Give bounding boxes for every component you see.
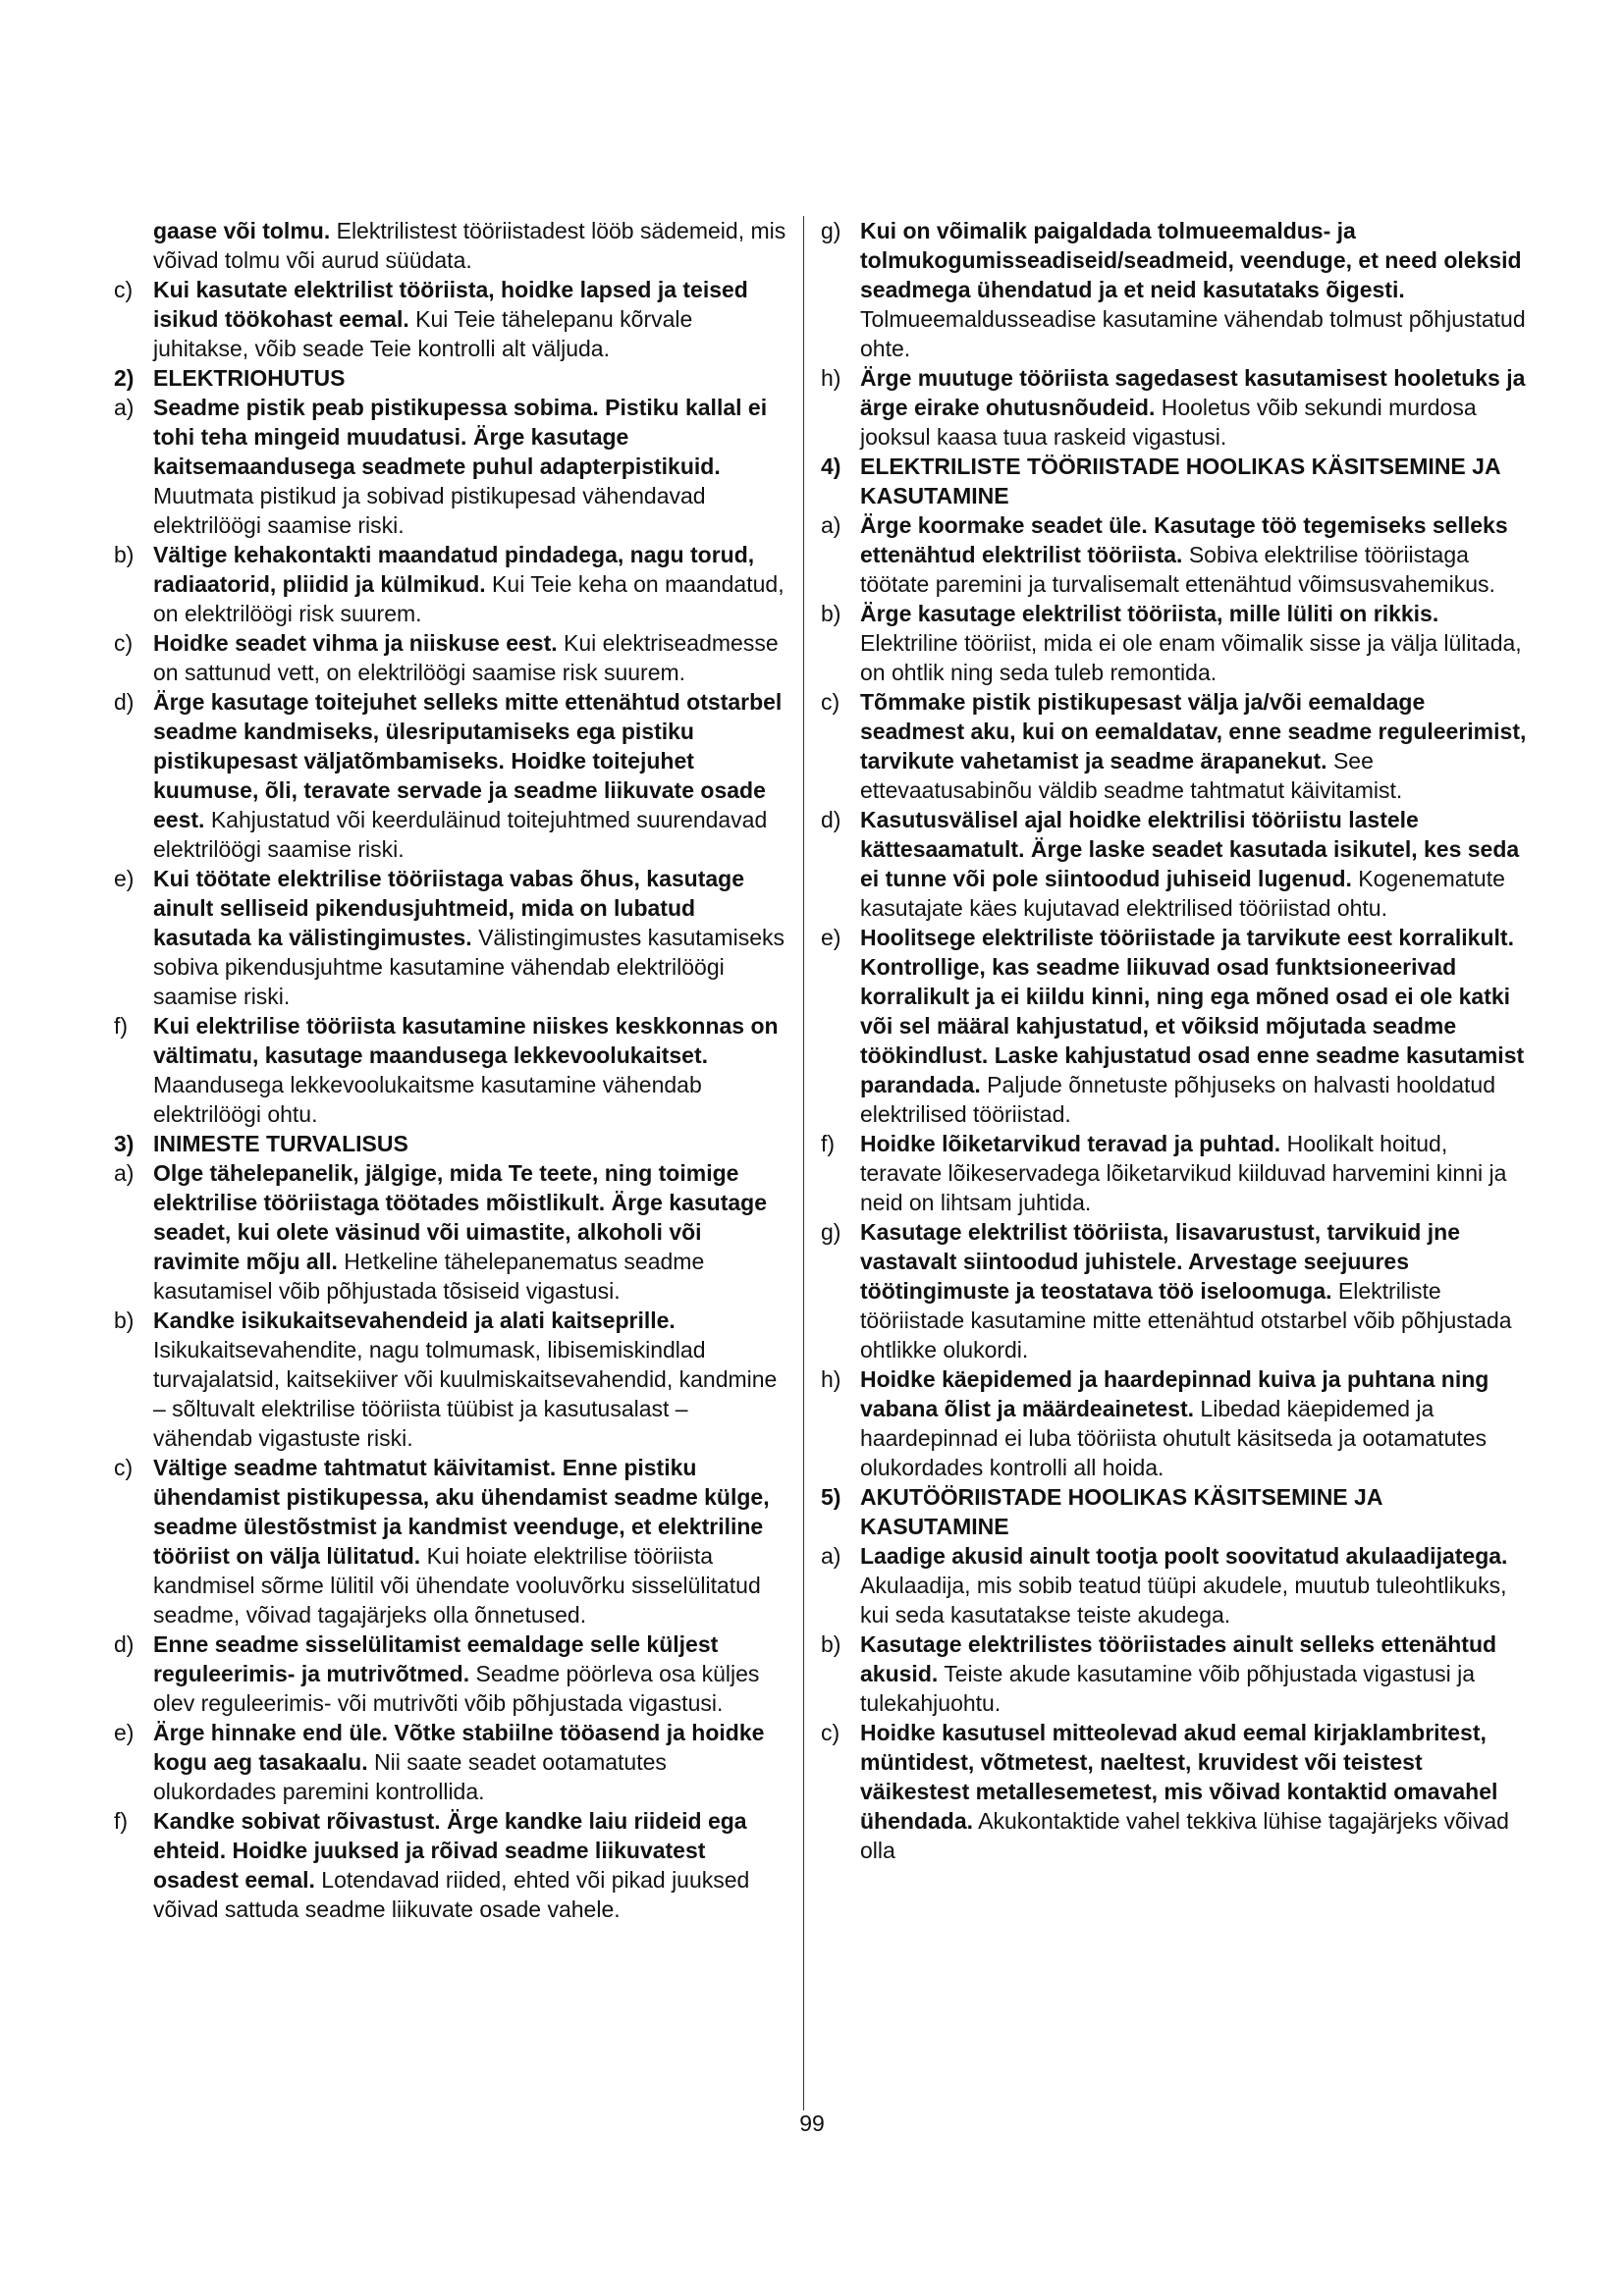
item-text: Maandusega lekkevoolukaitsme kasutamine vähendab elektrilöögi ohtu. xyxy=(153,1072,702,1127)
item-label: f) xyxy=(821,1131,836,1156)
section-title: AKUTÖÖRIISTADE HOOLIKAS KÄSITSEMINE JA KASUTAMINE xyxy=(860,1484,1382,1539)
item-text: Kui Teie keha on maandatud, on elektrilöögi risk suurem. xyxy=(153,571,785,626)
section-title: ELEKTRIOHUTUS xyxy=(153,365,346,391)
item-text: Libedad käepidemed ja haardepinnad ei luba tööriista ohutult käsitseda ja ootamatutes olukordades kontrolli all hoida. xyxy=(860,1396,1488,1480)
text-item xyxy=(114,1453,787,1629)
item-text: See ettevaatusabinõu väldib seadme tahtmatut käivitamist. xyxy=(860,748,1403,803)
right-column xyxy=(821,216,1534,1865)
left-column xyxy=(114,216,787,1924)
item-bold: Enne seadme sisselülitamist eemaldage selle küljest reguleerimis- ja mutrivõtmed. xyxy=(153,1631,719,1686)
item-bold: Ärge kasutage toitejuhet selleks mitte ettenähtud otstarbel seadme kandmiseks, ülesriputamiseks ega pistiku pistikupesast väljatõmbamiseks. Hoidke toitejuhet kuumuse, õli, teravate servade ja seadme liikuvate osade eest. xyxy=(153,689,783,832)
item-label: g) xyxy=(821,1219,841,1245)
item-text: Hetkeline tähelepanematus seadme kasutamisel võib põhjustada tõsiseid vigastusi. xyxy=(153,1249,705,1304)
item-label: c) xyxy=(114,277,134,302)
item-text: Kahjustatud või keerduläinud toitejuhtmed suurendavad elektrilöögi saamise riski. xyxy=(153,807,768,862)
item-label: e) xyxy=(114,866,135,891)
item-bold: Hoidke käepidemed ja haardepinnad kuiva ja puhtana ning vabana õlist ja määrdeainetest. xyxy=(860,1366,1489,1421)
text-item xyxy=(821,923,1534,1129)
item-text: Sobiva elektrilise tööriistaga töötate paremini ja turvalisemalt ettenähtud võimsusvahemikus. xyxy=(860,542,1495,597)
text-item xyxy=(114,864,787,1011)
text-item xyxy=(114,1011,787,1129)
section-number: 2) xyxy=(114,365,135,391)
section-title: INIMESTE TURVALISUS xyxy=(153,1131,408,1156)
item-bold: Ärge muutuge tööriista sagedasest kasutamisest hooletuks ja ärge eirake ohutusnõudeid. xyxy=(860,365,1526,420)
text-item xyxy=(821,216,1534,363)
section-number: 5) xyxy=(821,1484,841,1510)
item-label: d) xyxy=(821,807,841,832)
text-item xyxy=(114,393,787,540)
item-label: a) xyxy=(821,512,841,538)
text-item xyxy=(114,1806,787,1924)
text-item xyxy=(821,363,1534,452)
item-label: f) xyxy=(114,1808,129,1834)
item-bold: Kui on võimalik paigaldada tolmueemaldus- ja tolmukogumisseadiseid/seadmeid, veenduge, et need oleksid seadmega ühendatud ja et neid kasutataks õigesti. xyxy=(860,218,1522,302)
item-bold: Tõmmake pistik pistikupesast välja ja/või eemaldage seadmest aku, kui on eemaldatav, enne seadme reguleerimist, tarvikute vahetamist ja seadme ärapanekut. xyxy=(860,689,1527,774)
text-item xyxy=(114,1718,787,1806)
item-bold: Hoidke seadet vihma ja niiskuse eest. xyxy=(153,630,558,656)
item-bold: Laadige akusid ainult tootja poolt soovitatud akulaadijatega. xyxy=(860,1543,1508,1569)
item-text: Tolmueemaldusseadise kasutamine vähendab tolmust põhjustatud ohte. xyxy=(860,306,1526,361)
item-label: g) xyxy=(821,218,841,243)
section-number: 4) xyxy=(821,454,841,479)
item-bold: Kasutusvälisel ajal hoidke elektrilisi tööriistu lastele kättesaamatult. Ärge laske seadet kasutada isikutel, kes seda ei tunne või pole siintoodud juhiseid lugenud. xyxy=(860,807,1520,891)
item-label: a) xyxy=(821,1543,841,1569)
text-item xyxy=(821,805,1534,923)
item-text: Akukontaktide vahel tekkiva lühise tagajärjeks võivad olla xyxy=(860,1808,1509,1863)
text-item xyxy=(114,275,787,363)
item-label: c) xyxy=(114,630,134,656)
item-bold: Kasutage elektrilist tööriista, lisavarustust, tarvikuid jne vastavalt siintoodud juhistele. Arvestage seejuures töötingimuste ja teostatava töö iseloomuga. xyxy=(860,1219,1460,1304)
item-bold: Ärge hinnake end üle. Võtke stabiilne tööasend ja hoidke kogu aeg tasakaalu. xyxy=(153,1720,765,1775)
item-text: Lotendavad riided, ehted või pikad juuksed võivad sattuda seadme liikuvate osade vahele. xyxy=(153,1867,750,1922)
text-item xyxy=(114,1306,787,1453)
item-label: b) xyxy=(114,542,135,567)
text-item xyxy=(821,1364,1534,1482)
text-item xyxy=(821,1129,1534,1217)
item-bold: Vältige kehakontakti maandatud pindadega, nagu torud, radiaatorid, pliidid ja külmikud. xyxy=(153,542,755,597)
item-text: Seadme pöörleva osa küljes olev reguleerimis- või mutrivõti võib põhjustada vigastusi. xyxy=(153,1661,760,1716)
item-bold: gaase või tolmu. xyxy=(153,218,331,243)
text-item xyxy=(114,216,787,275)
item-text: Akulaadija, mis sobib teatud tüüpi akudele, muutub tuleohtlikuks, kui seda kasutatakse teiste akudega. xyxy=(860,1573,1507,1628)
item-label: e) xyxy=(114,1720,135,1745)
text-item xyxy=(821,1217,1534,1364)
item-label: c) xyxy=(114,1455,134,1480)
item-label: b) xyxy=(821,1631,841,1657)
item-bold: Kandke sobivat rõivastust. Ärge kandke laiu riideid ega ehteid. Hoidke juuksed ja rõivad seadme liikuvatest osadest eemal. xyxy=(153,1808,747,1893)
text-item xyxy=(114,540,787,628)
item-bold: Hoidke lõiketarvikud teravad ja puhtad. xyxy=(860,1131,1281,1156)
item-label: f) xyxy=(114,1013,129,1039)
item-text: Teiste akude kasutamine võib põhjustada vigastusi ja tulekahjuohtu. xyxy=(860,1661,1476,1716)
item-text: Nii saate seadet ootamatutes olukordades paremini kontrollida. xyxy=(153,1749,667,1804)
text-item xyxy=(114,687,787,864)
item-label: a) xyxy=(114,1160,135,1186)
item-text: Elektriline tööriist, mida ei ole enam võimalik sisse ja välja lülitada, on ohtlik ning seda tuleb remontida. xyxy=(860,630,1522,685)
item-label: c) xyxy=(821,689,840,715)
item-text: Kui hoiate elektrilise tööriista kandmisel sõrme lülitil või ühendate vooluvõrku sisselülitatud seadme, võivad tagajärjeks olla õnnetused. xyxy=(153,1543,761,1628)
item-bold: Ärge kasutage elektrilist tööriista, mille lüliti on rikkis. xyxy=(860,601,1439,626)
text-item xyxy=(821,687,1534,805)
item-bold: Kui kasutate elektrilist tööriista, hoidke lapsed ja teised isikud töökohast eemal. xyxy=(153,277,748,332)
item-text: Hooletus võib sekundi murdosa jooksul kaasa tuua raskeid vigastusi. xyxy=(860,395,1477,450)
text-item xyxy=(821,1718,1534,1865)
page-number: 99 xyxy=(799,2110,825,2136)
section-title: ELEKTRILISTE TÖÖRIISTADE HOOLIKAS KÄSITSEMINE JA KASUTAMINE xyxy=(860,454,1500,508)
text-item xyxy=(821,1541,1534,1629)
item-bold: Kandke isikukaitsevahendeid ja alati kaitseprille. xyxy=(153,1308,676,1333)
item-label: c) xyxy=(821,1720,840,1745)
item-text: Elektriliste tööriistade kasutamine mitte ettenähtud otstarbel võib põhjustada ohtlikke olukordi. xyxy=(860,1278,1512,1362)
item-label: b) xyxy=(821,601,841,626)
section-heading xyxy=(114,363,787,393)
item-label: a) xyxy=(114,395,135,420)
item-label: e) xyxy=(821,925,841,950)
text-item xyxy=(114,1629,787,1718)
text-item xyxy=(821,510,1534,599)
text-item xyxy=(114,628,787,687)
item-label: h) xyxy=(821,365,841,391)
section-heading xyxy=(114,1129,787,1158)
item-text: Isikukaitsevahendite, nagu tolmumask, libisemiskindlad turvajalatsid, kaitsekiiver või kuulmiskaitsevahendid, kandmine – sõltuvalt elektrilise tööriista tüübist ja kasutusalast – vähendab vigastuste riski. xyxy=(153,1337,778,1451)
item-text: Kogenematute kasutajate käes kujutavad elektrilised tööriistad ohtu. xyxy=(860,866,1505,921)
item-text: Elektrilistest tööriistadest lööb sädemeid, mis võivad tolmu või aurud süüdata. xyxy=(153,218,786,273)
text-item xyxy=(821,599,1534,687)
item-bold: Hoolitsege elektriliste tööriistade ja tarvikute eest korralikult. Kontrollige, kas seadme liikuvad osad funktsioneerivad korralikult ja ei kiildu kinni, ning ega mõned osad ei ole katki või sel määral kahjustatud, et võiksid mõjutada seadme töökindlust. Laske kahjustatud osad enne seadme kasutamist parandada. xyxy=(860,925,1525,1097)
item-label: d) xyxy=(114,1631,135,1657)
item-text: Hoolikalt hoitud, teravate lõikeservadega lõiketarvikud kiilduvad harvemini kinni ja neid on lihtsam juhtida. xyxy=(860,1131,1507,1215)
column-divider xyxy=(803,216,804,2110)
item-label: b) xyxy=(114,1308,135,1333)
item-bold: Olge tähelepanelik, jälgige, mida Te teete, ning toimige elektrilise tööriistaga töötades mõistlikult. Ärge kasutage seadet, kui olete väsinud või uimastite, alkoholi või ravimite mõju all. xyxy=(153,1160,768,1274)
item-bold: Ärge koormake seadet üle. Kasutage töö tegemiseks selleks ettenähtud elektrilist tööriista. xyxy=(860,512,1508,567)
item-text: Paljude õnnetuste põhjuseks on halvasti hooldatud elektrilised tööriistad. xyxy=(860,1072,1495,1127)
section-number: 3) xyxy=(114,1131,135,1156)
item-bold: Kui töötate elektrilise tööriistaga vabas õhus, kasutage ainult selliseid pikendusjuhtmeid, mida on lubatud kasutada ka välistingimustes. xyxy=(153,866,745,950)
text-item xyxy=(821,1629,1534,1718)
item-bold: Hoidke kasutusel mitteolevad akud eemal kirjaklambritest, müntidest, võtmetest, naeltest, kruvidest või teistest väikestest metallesemetest, mis võivad kontaktid omavahel ühendada. xyxy=(860,1720,1498,1834)
item-bold: Kui elektrilise tööriista kasutamine niiskes keskkonnas on vältimatu, kasutage maandusega lekkevoolukaitset. xyxy=(153,1013,779,1068)
item-bold: Kasutage elektrilistes tööriistades ainult selleks ettenähtud akusid. xyxy=(860,1631,1497,1686)
item-text: Kui elektriseadmesse on sattunud vett, on elektrilöögi saamise risk suurem. xyxy=(153,630,779,685)
text-item xyxy=(114,1158,787,1306)
item-bold: Vältige seadme tahtmatut käivitamist. Enne pistiku ühendamist pistikupessa, aku ühendamist seadme külge, seadme ülestõstmist ja kandmist veenduge, et elektriline tööriist on välja lülitatud. xyxy=(153,1455,770,1569)
item-label: h) xyxy=(821,1366,841,1392)
section-heading xyxy=(821,1482,1534,1541)
item-bold: Seadme pistik peab pistikupessa sobima. Pistiku kallal ei tohi teha mingeid muudatusi. Ärge kasutage kaitsemaandusega seadmete puhul adapterpistikuid. xyxy=(153,395,768,479)
item-label: d) xyxy=(114,689,135,715)
item-text: Muutmata pistikud ja sobivad pistikupesad vähendavad elektrilöögi saamise riski. xyxy=(153,483,706,538)
item-text: Kui Teie tähelepanu kõrvale juhitakse, võib seade Teie kontrolli alt väljuda. xyxy=(153,306,693,361)
item-text: Välistingimustes kasutamiseks sobiva pikendusjuhtme kasutamine vähendab elektrilöögi saamise riski. xyxy=(153,925,785,1009)
section-heading xyxy=(821,452,1534,510)
